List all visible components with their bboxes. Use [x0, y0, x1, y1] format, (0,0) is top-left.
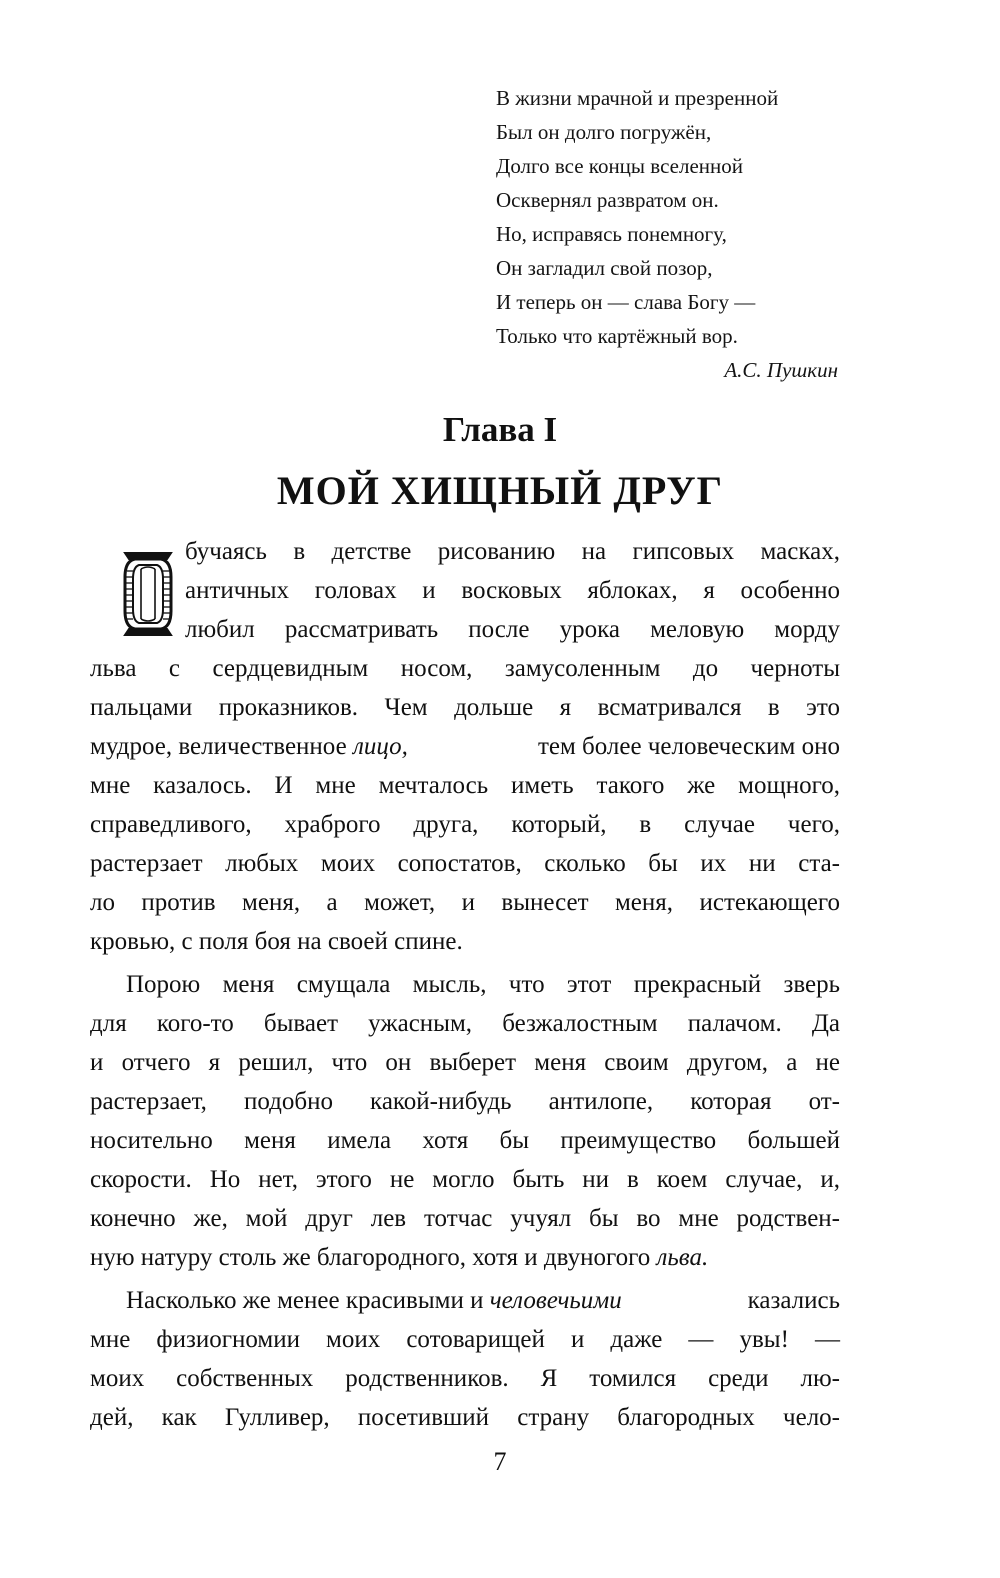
epigraph-line: Долго все концы вселенной [496, 154, 743, 178]
epigraph [496, 81, 846, 387]
epigraph-line: Но, исправясь понемногу, [496, 222, 727, 246]
emphasis: льва. [656, 1244, 709, 1271]
text-fragment: мудрое, величественное [90, 733, 353, 760]
text-line: античных головах и восковых яблоках, я особенно [185, 577, 840, 604]
chapter-number: Глава I [442, 410, 558, 449]
text-line: ло против меня, а может, и вынесет меня, истекающего [90, 889, 840, 916]
text-line: и отчего я решил, что он выберет меня своим другом, а не [90, 1049, 840, 1076]
text-line: Порою меня смущала мысль, что этот прекрасный зверь [126, 971, 840, 998]
epigraph-author: А.С. Пушкин [724, 358, 838, 382]
text-line: справедливого, храброго друга, который, в случае чего, [90, 811, 840, 838]
epigraph-line: Только что картёжный вор. [496, 324, 738, 348]
epigraph-line: Осквернял развратом он. [496, 188, 719, 212]
text-line: кровью, с поля боя на своей спине. [90, 928, 463, 955]
text-line [90, 727, 840, 766]
text-fragment: казались [741, 1287, 840, 1314]
epigraph-line: И теперь он — слава Богу — [496, 290, 756, 314]
epigraph-line: В жизни мрачной и презренной [496, 86, 779, 110]
text-line [90, 1238, 708, 1277]
text-line: льва с сердцевидным носом, замусоленным до черноты [90, 655, 840, 682]
text-fragment: тем более человеческим оно [531, 733, 840, 760]
text-line: моих собственных родственников. Я томился среди лю- [90, 1365, 840, 1392]
chapter-title: МОЙ ХИЩНЫЙ ДРУГ [276, 468, 724, 513]
emphasis: лицо, [352, 733, 408, 760]
text-line: пальцами проказников. Чем дольше я всматривался в это [90, 694, 840, 721]
text-line: мне физиогномии моих сотоварищей и даже — увы! — [90, 1326, 840, 1353]
text-fragment [126, 1281, 622, 1320]
epigraph-line: Был он долго погружён, [496, 120, 712, 144]
text-fragment: Насколько же менее красивыми и [126, 1287, 490, 1314]
text-line: мне казалось. И мне мечталось иметь такого же мощного, [90, 772, 840, 799]
text-line: дей, как Гулливер, посетивший страну благородных чело- [90, 1404, 840, 1431]
text-line: скорости. Но нет, этого не могло быть ни в коем случае, и, [90, 1166, 840, 1193]
text-line: конечно же, мой друг лев тотчас учуял бы во мне родствен- [90, 1205, 840, 1232]
text-line: бучаясь в детстве рисованию на гипсовых масках, [185, 538, 840, 565]
emphasis: человечьими [489, 1287, 622, 1314]
text-line [126, 1281, 840, 1320]
epigraph-line: Он загладил свой позор, [496, 256, 713, 280]
text-line: растерзает, подобно какой-нибудь антилопе, которая от- [90, 1088, 840, 1115]
text-line: любил рассматривать после урока меловую морду [185, 616, 840, 643]
text-fragment [90, 727, 408, 766]
text-line: для кого-то бывает ужасным, безжалостным палачом. Да [90, 1010, 840, 1037]
page-number: 7 [493, 1447, 507, 1476]
text-line: растерзает любых моих сопостатов, сколько бы их ни ста- [90, 850, 840, 877]
dropcap-letter-o [117, 547, 179, 641]
text-fragment: ную натуру столь же благородного, хотя и двуногого [90, 1244, 657, 1271]
text-line: носительно меня имела хотя бы преимущество большей [90, 1127, 840, 1154]
